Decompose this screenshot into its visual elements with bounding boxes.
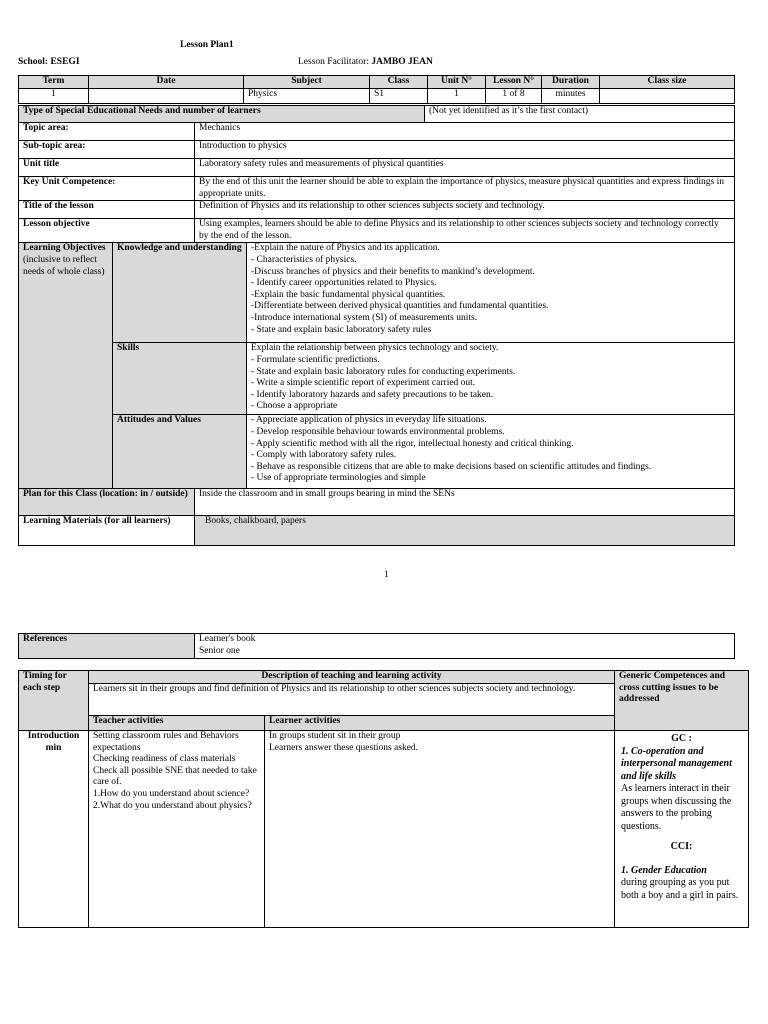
attitudes-list: [247, 415, 735, 489]
key-competence-row: [19, 177, 735, 201]
list-item: -Introduce international system (SI) of measurements units.: [251, 312, 478, 323]
unit-title-row: [19, 159, 735, 177]
list-item: -Explain the basic fundamental physical quantities.: [251, 289, 446, 300]
list-item: - Develop responsible behaviour towards environmental problems.: [251, 426, 505, 437]
summary-header-class-size: Class size: [600, 76, 735, 89]
competences-cell: [615, 731, 749, 928]
skills-row: [19, 343, 735, 415]
list-item: - Use of appropriate terminologies and simple: [251, 473, 426, 484]
activity-table: [18, 670, 749, 928]
gc-text: As learners interact in their groups when discussing the answers to the probing questions.: [621, 783, 732, 832]
introduction-row: [19, 731, 749, 928]
list-item: - Write a simple scientific report of experiment carried out.: [251, 378, 476, 389]
learner-activities: [265, 731, 615, 928]
knowledge-list: [247, 243, 735, 343]
competences-label: Generic Competences and cross cutting issues to be addressed: [615, 671, 749, 731]
summary-header-subject: Subject: [244, 76, 370, 89]
plan-label: Plan for this Class (location: in / outside): [19, 489, 195, 516]
list-item: Explain the relationship between physics technology and society.: [251, 343, 499, 354]
sub-topic-row: [19, 141, 735, 159]
sen-label: Type of Special Educational Needs and number of learners: [19, 106, 425, 123]
cci-heading: CCI:: [670, 841, 693, 852]
lesson-objective-value: Using examples, learners should be able to define Physics and its relationship to other sciences subjects society and technology correctly by the end of the lesson.: [195, 219, 735, 243]
lesson-objective-label: Lesson objective: [19, 219, 195, 243]
knowledge-row: [19, 243, 735, 343]
list-item: 2.What do you understand about physics?: [93, 800, 252, 811]
summary-class-size: [600, 89, 735, 104]
sub-topic-label: Sub-topic area:: [19, 141, 195, 159]
list-item: - Choose a appropriate: [251, 401, 338, 412]
gc-heading: GC :: [671, 733, 692, 744]
list-item: - Comply with laboratory safety rules.: [251, 450, 397, 461]
sen-row: [19, 106, 735, 123]
plan-value: Inside the classroom and in small groups bearing in mind the SENs: [195, 489, 735, 516]
materials-row: [19, 516, 735, 546]
list-item: Learners answer these questions asked.: [269, 742, 419, 753]
introduction-label: Introduction: [27, 731, 80, 741]
lesson-title-value: Definition of Physics and its relationship to other sciences subjects society and technology.: [195, 201, 735, 219]
attitudes-row: [19, 415, 735, 489]
reference-item: Senior one: [199, 645, 240, 656]
summary-subject: Physics: [244, 89, 370, 104]
list-item: - Characteristics of physics.: [251, 254, 357, 265]
references-table: [18, 633, 735, 659]
list-item: - State and explain basic laboratory safety rules: [251, 324, 432, 335]
facilitator-line: [298, 57, 433, 67]
summary-header-duration: Duration: [542, 76, 600, 89]
page-number: 1: [384, 570, 389, 580]
summary-class: S1: [370, 89, 428, 104]
topic-area-label: Topic area:: [19, 123, 195, 141]
lesson-title-label: Title of the lesson: [19, 201, 195, 219]
list-item: - Formulate scientific predictions.: [251, 354, 380, 365]
list-item: In groups student sit in their group: [269, 731, 401, 741]
unit-title-label: Unit title: [19, 159, 195, 177]
school-name: ESEGI: [50, 57, 80, 67]
school-label: School:: [18, 57, 49, 67]
summary-lesson: 1 of 8: [486, 89, 542, 104]
summary-date: [89, 89, 244, 104]
list-item: - Behave as responsible citizens that are able to make decisions based on scientific attitudes and findings.: [251, 461, 652, 472]
summary-header-term: Term: [19, 76, 89, 89]
summary-value-row: [19, 89, 735, 104]
summary-unit: 1: [428, 89, 486, 104]
skills-label: Skills: [113, 343, 247, 415]
skills-list: [247, 343, 735, 415]
activity-header-row: [19, 671, 749, 684]
summary-header-lesson: Lesson N°: [486, 76, 542, 89]
summary-duration: minutes: [542, 89, 600, 104]
summary-header-unit: Unit N°: [428, 76, 486, 89]
lesson-title-row: [19, 201, 735, 219]
topic-area-row: [19, 123, 735, 141]
list-item: - Identify laboratory hazards and safety precautions to be taken.: [251, 389, 494, 400]
lesson-objective-row: [19, 219, 735, 243]
learning-objectives-note: (inclusive to reflect needs of whole class): [23, 254, 105, 277]
learner-activities-label: Learner activities: [265, 716, 615, 731]
materials-label: Learning Materials (for all learners): [19, 516, 195, 546]
list-item: - Identify career opportunities related to Physics.: [251, 278, 437, 289]
teacher-activities: [89, 731, 265, 928]
teacher-activities-label: Teacher activities: [89, 716, 265, 731]
plan-row: [19, 489, 735, 516]
lesson-details-table: [18, 105, 735, 546]
introduction-unit: min: [45, 742, 62, 753]
facilitator-label: Lesson Facilitator:: [298, 57, 369, 67]
list-item: - Apply scientific method with all the rigor, intellectual honesty and critical thinking.: [251, 438, 574, 449]
list-item: - State and explain basic laboratory rules for conducting experiments.: [251, 366, 516, 377]
materials-value: Books, chalkboard, papers: [195, 516, 735, 546]
list-item: -Discuss branches of physics and their benefits to mankind’s development.: [251, 266, 535, 277]
cci-text: during grouping as you put both a boy and a girl in pairs.: [621, 877, 739, 901]
page-title: Lesson Plan1: [180, 40, 234, 50]
list-item: -Explain the nature of Physics and its application.: [251, 243, 440, 254]
learning-objectives-cell: [19, 243, 113, 489]
list-item: Check all possible SNE that needed to take care of.: [93, 765, 257, 788]
introduction-step: [19, 731, 89, 928]
list-item: -Differentiate between derived physical quantities and fundamental quantities.: [251, 301, 549, 312]
sen-value: (Not yet identified as it’s the first contact): [425, 106, 735, 123]
description-label: Description of teaching and learning activity: [89, 671, 615, 684]
learning-objectives-label: Learning Objectives: [23, 243, 106, 254]
summary-header-class: Class: [370, 76, 428, 89]
summary-table: [18, 75, 735, 104]
list-item: Checking readiness of class materials: [93, 754, 236, 765]
list-item: Setting classroom rules and Behaviors expectations: [93, 731, 239, 753]
list-item: - Appreciate application of physics in everyday life situations.: [251, 415, 487, 426]
school-line: [18, 57, 80, 67]
gc-title: 1. Co-operation and interpersonal management and life skills: [621, 745, 732, 782]
key-competence-label: Key Unit Competence:: [19, 177, 195, 201]
summary-term: 1: [19, 89, 89, 104]
references-value: [195, 634, 735, 659]
sub-topic-value: Introduction to physics: [195, 141, 735, 159]
summary-header-date: Date: [89, 76, 244, 89]
activity-description: Learners sit in their groups and find definition of Physics and its relationship to other sciences subjects society and technology.: [89, 684, 615, 716]
facilitator-name: JAMBO JEAN: [371, 57, 433, 67]
key-competence-value: By the end of this unit the learner should be able to explain the importance of physics, measure physical quantities and express findings in appropriate units.: [195, 177, 735, 201]
timing-label: Timing for each step: [19, 671, 89, 731]
knowledge-label: Knowledge and understanding: [113, 243, 247, 343]
summary-header-row: [19, 76, 735, 89]
cci-title: 1. Gender Education: [621, 864, 707, 876]
attitudes-label: Attitudes and Values: [113, 415, 247, 489]
topic-area-value: Mechanics: [195, 123, 735, 141]
list-item: 1.How do you understand about science?: [93, 788, 250, 799]
references-row: [19, 634, 735, 659]
reference-item: Learner's book: [199, 634, 256, 644]
unit-title-value: Laboratory safety rules and measurements of physical quantities: [195, 159, 735, 177]
references-label: References: [19, 634, 195, 659]
